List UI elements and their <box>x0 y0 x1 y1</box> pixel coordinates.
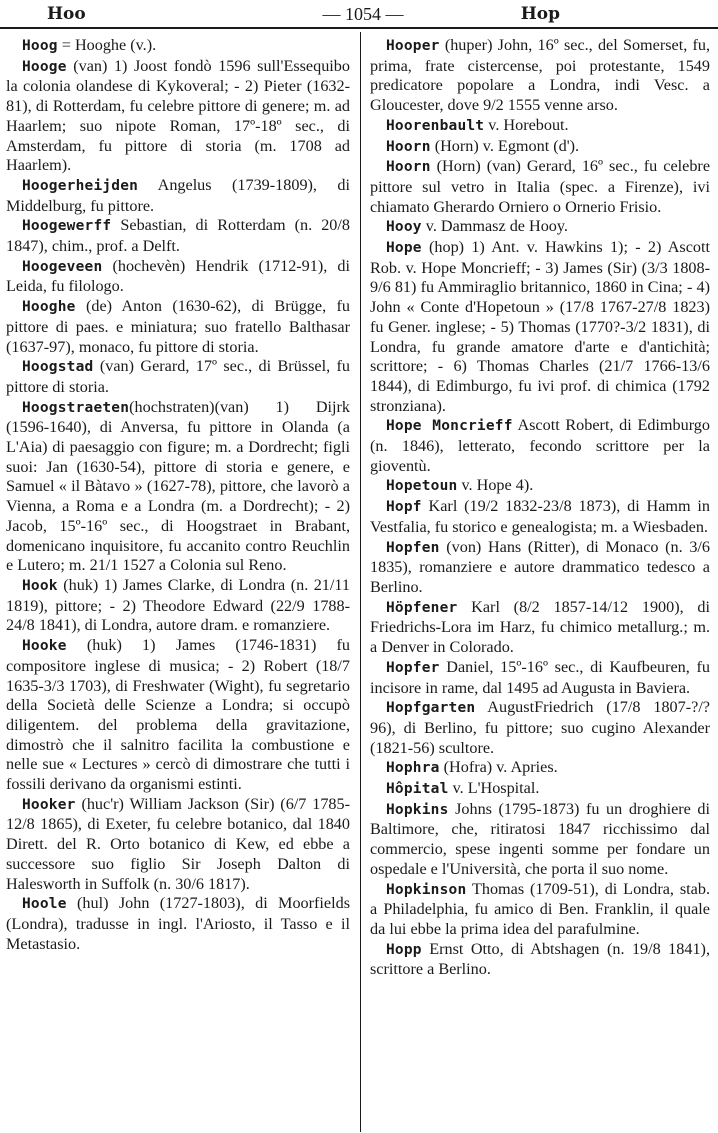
entry <box>370 598 710 658</box>
entry <box>370 36 710 116</box>
entry <box>6 216 350 256</box>
entry-headword: Hopfgarten <box>386 700 476 717</box>
entry-headword: Hooker <box>22 796 76 813</box>
entry-text: = Hooghe (v.). <box>57 36 157 54</box>
entry <box>370 217 710 238</box>
entry-text: (huper) John, 16º sec., del Somerset, fu, prima, frate cistercense, poi protestante, 1549 predicatore popolare a Londra, indi Vesc. a Gloucester, dove 9/2 1555 venne arso. <box>370 36 710 115</box>
entry <box>6 398 350 576</box>
entry-headword: Hope <box>386 240 422 257</box>
entry-text: Angelus (1739-1809), di Middelburg, fu pittore. <box>6 175 350 215</box>
entry-text: Ascott Robert, di Edimburgo (n. 1846), letterato, fecondo scrittore per la gioventù. <box>370 416 710 475</box>
entry-text: Sebastian, di Rotterdam (n. 20/8 1847), chim., prof. a Delft. <box>6 216 350 256</box>
entry-headword: Hope Moncrieff <box>386 418 513 435</box>
entry-headword: Hoogewerff <box>22 218 112 235</box>
entry-text: (huk) 1) James (1746-1831) fu compositore inglese di musica; - 2) Robert (18/7 1635-3/3 1703), di Freshwater (Wight), fu segretario della Società delle Scienze a Londra; si occupò diligentem. del problema della gravitazione, dimostrò che il salnitro facilita la combustione e nelle sue « Lectures » cercò di dimostrare che tutti i fossili derivano da organismi estinti. <box>6 636 350 794</box>
entry-text: v. Hope 4). <box>457 476 534 495</box>
entry-text: (van) Gerard, 17º sec., di Brüssel, fu pittore di storia. <box>6 357 350 396</box>
entry-text: (de) Anton (1630-62), di Brügge, fu pittore di paes. e miniatura; suo fratello Balthasar (1637-97), monaco, fu pittore di storia. <box>6 297 350 356</box>
entry <box>370 416 710 476</box>
entry <box>6 795 350 895</box>
entry <box>370 658 710 698</box>
entry <box>370 116 710 137</box>
entry <box>370 157 710 217</box>
entry-headword: Hopetoun <box>386 478 458 495</box>
entry-text: (hop) 1) Ant. v. Hawkins 1); - 2) Ascott Rob. v. Hope Moncrieff; - 3) James (Sir) (3/3 1808-9/6 81) fu Ammiraglio britannico, 1860 in Cina; - 4) John « Conte d'Hopetoun » (17/8 1767-27/8 1823) fu Gener. inglese; - 5) Thomas (1770?-3/2 1831), di Londra, fu grande amatore d'arte e d'antichità; scrittore; - 6) Thomas Charles (21/7 1766-13/6 1844), di Edimburgo, fu ivi prof. di chimica (1792 stronziana). <box>370 238 710 415</box>
entry-headword: Hôpital <box>386 781 449 798</box>
entry-text: Thomas (1709-51), di Londra, stab. a Philadelphia, fu amico di Ben. Franklin, il quale da lui ebbe la prima idea del parafulmine. <box>370 879 710 938</box>
column-divider <box>360 32 361 1132</box>
entry <box>370 137 710 158</box>
entry-headword: Hophra <box>386 760 440 777</box>
entry-text: v. Horebout. <box>484 115 569 134</box>
entry-text: (von) Hans (Ritter), di Monaco (n. 3/6 1835), romanziere e autore drammatico tedesco a Berlino. <box>370 537 710 596</box>
entry <box>6 176 350 216</box>
entry-headword: Hoole <box>22 896 67 913</box>
entry-text: (hul) John (1727-1803), di Moorfields (Londra), tradusse in ingl. l'Ariosto, il Tasso e il Metastasio. <box>6 894 350 953</box>
entry-headword: Hooghe <box>22 299 76 316</box>
entry <box>370 538 710 598</box>
entry <box>6 36 350 57</box>
entry-text: (hochstraten)(van) 1) Dijrk (1596-1640), di Anversa, fu pittore in Olanda (a L'Aia) di paesaggio con figure; m. a Dordrecht; figli suoi: Jan (1630-54), pittore di storia e genere, e Samuel « il Bàtavo » (1627-78), pittore, che lavorò a Vienna, a Roma e a Londra (m. a Dordrecht); - 2) Jacob, 15º-16º sec., di Hoogstraet in Brabant, domenicano inquisitore, fu accanito contro Reuchlin e Lutero; m. 21/1 1527 a Colonia sul Reno. <box>6 397 350 575</box>
entry <box>370 940 710 980</box>
entry <box>370 497 710 537</box>
entry <box>6 297 350 357</box>
entry-text: (Hofra) v. Apries. <box>439 758 558 777</box>
entry-headword: Hooge <box>22 58 67 75</box>
entry-text: (hochevèn) Hendrik (1712-91), di Leida, fu filologo. <box>6 256 350 296</box>
entry-text: AugustFriedrich (17/8 1807-?/? 96), di Berlino, fu pittore; suo cugino Alexander (1821-56) scultore. <box>370 698 710 757</box>
header-left-guide-word: Hoo <box>47 4 86 24</box>
entry-headword: Hopkinson <box>386 881 467 898</box>
entry <box>6 894 350 954</box>
header-rule <box>0 27 718 29</box>
entry <box>6 357 350 397</box>
entry-headword: Hopfen <box>386 539 440 556</box>
entry-text: (huc'r) William Jackson (Sir) (6/7 1785-12/8 1865), di Exeter, fu celebre botanico, dal 1840 Dirett. del R. Orto botanico di Kew, ed ebbe a successore suo figlio Sir Joseph Dalton di Halesworth in Suffolk (n. 30/6 1817). <box>6 794 350 893</box>
entry <box>6 576 350 636</box>
entry-text: Daniel, 15º-16º sec., di Kaufbeuren, fu incisore in rame, dal 1495 ad Augusta in Baviera. <box>370 657 710 697</box>
entry <box>370 779 710 800</box>
entry-text: v. L'Hospital. <box>448 779 540 798</box>
entry-headword: Hopfer <box>386 659 440 676</box>
left-column <box>6 36 350 954</box>
entry-headword: Höpfener <box>386 599 458 616</box>
entry <box>6 57 350 176</box>
entry-text: Karl (19/2 1832-23/8 1873), di Hamm in Vestfalia, fu storico e genealogista; m. a Wiesbaden. <box>370 497 710 536</box>
entry-headword: Hoog <box>22 38 58 54</box>
entry-headword: Hopf <box>386 499 422 516</box>
entry-text: Ernst Otto, di Abtshagen (n. 19/8 1841), scrittore a Berlino. <box>370 939 710 979</box>
entry-headword: Hoorn <box>386 138 431 155</box>
entry-text: Karl (8/2 1857-14/12 1900), di Friedrichs-Lora im Harz, fu chimico metallurg.; m. a Denver in Colorado. <box>370 597 710 657</box>
entry-text: (Horn) v. Egmont (d'). <box>430 136 580 155</box>
entry-headword: Hook <box>22 577 58 594</box>
page-header <box>0 0 718 30</box>
entry-text: v. Dammasz de Hooy. <box>421 217 568 236</box>
entry-headword: Hooke <box>22 638 67 655</box>
entry-text: Johns (1795-1873) fu un droghiere di Baltimore, che, ritiratosi 1847 ricchissimo dal commercio, spese ingenti somme per fondare un ospedale e l'Università, che porta il suo nome. <box>370 799 710 878</box>
entry-headword: Hopp <box>386 941 422 958</box>
entry-headword: Hoogstad <box>22 359 94 376</box>
entry-headword: Hoogerheijden <box>22 177 139 194</box>
entry-text: (huk) 1) James Clarke, di Londra (n. 21/11 1819), pittore; - 2) Theodore Edward (22/9 1788-24/8 1841), di Londra, autore dram. e romanziere. <box>6 575 350 635</box>
entry <box>6 636 350 795</box>
header-right-guide-word: Hop <box>520 4 560 24</box>
entry-headword: Hoorenbault <box>386 117 485 134</box>
entry-headword: Hooy <box>386 219 422 236</box>
page-number: — 1054 — <box>322 4 404 24</box>
entry <box>6 257 350 297</box>
entry <box>370 880 710 940</box>
entry <box>370 758 710 779</box>
entry-headword: Hoogstraeten <box>22 399 130 416</box>
entry <box>370 698 710 758</box>
entry-headword: Hoogeveen <box>22 258 103 275</box>
entry <box>370 476 710 497</box>
entry-text: (van) 1) Joost fondò 1596 sull'Essequibo la colonia olandese di Kykoveral; - 2) Pieter (1632-81), di Rotterdam, fu celebre pittore di genere; m. ad Haarlem; suo nipote Roman, 17º-18º sec., di Amsterdam, fu pittore di storia (m. 1708 ad Haarlem). <box>6 56 350 175</box>
entry <box>370 800 710 880</box>
entry-headword: Hopkins <box>386 801 449 818</box>
entry-headword: Hooper <box>386 38 440 54</box>
entry-headword: Hoorn <box>386 159 431 176</box>
entry-text: (Horn) (van) Gerard, 16º sec., fu celebre pittore sul vetro in Italia (spec. a Firenze), ivi chiamato Gherardo Orniero o Ornerio Frisio. <box>370 157 710 216</box>
right-column <box>370 36 710 980</box>
entry <box>370 238 710 416</box>
